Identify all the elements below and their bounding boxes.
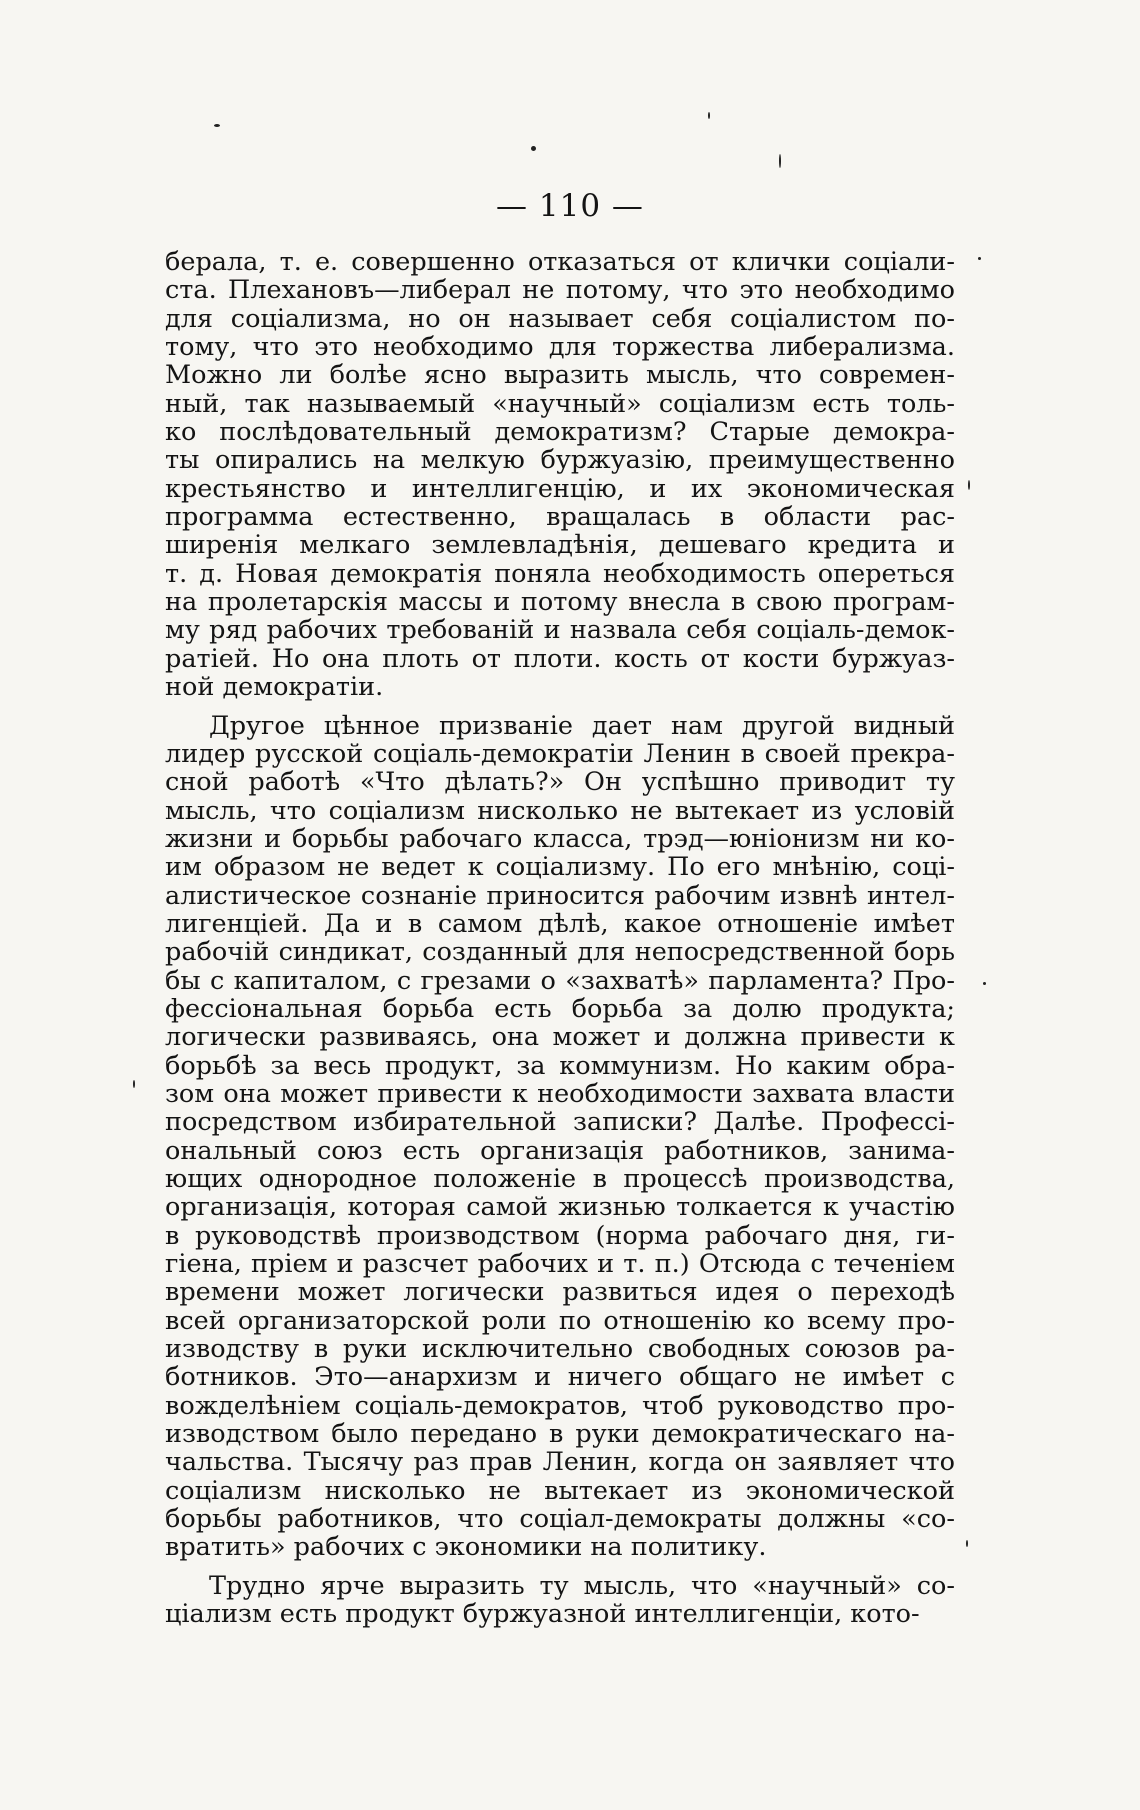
paragraph (165, 712, 955, 1562)
text-line: гіена, пріем и разсчет рабочих и т. п.) Отсюда с теченіем (165, 1250, 955, 1279)
text-line: вожделѣніем соціаль-демократов, чтоб руководство про- (165, 1391, 955, 1421)
text-line: мысль, что соціализм нисколько не вытекает из условій (165, 796, 955, 825)
text-line: бы с капиталом, с грезами о «захватѣ» парламента? Про- (165, 966, 955, 995)
paragraph (165, 248, 955, 702)
text-line: программа естественно, вращалась в области рас- (165, 503, 955, 532)
text-line: времени может логически развиться идея о переходѣ (165, 1278, 955, 1307)
text-line: им образом не ведет к соціализму. По его мнѣнію, соці- (165, 853, 955, 882)
text-line: жизни и борьбы рабочаго класса, трэд—юніонизм ни ко- (165, 824, 955, 854)
text-line: ющих однородное положеніе в процессѣ производства, (165, 1165, 955, 1194)
text-line: изводством было передано в руки демократическаго на- (165, 1420, 955, 1449)
text-line: сной работѣ «Что дѣлать?» Он успѣшно приводит ту (165, 768, 955, 797)
text-line: фессіональная борьба есть борьба за долю продукта; (165, 994, 955, 1024)
text-line: борьбы работников, что соціал-демократы должны «со- (165, 1505, 955, 1534)
paragraph-gap (165, 702, 955, 712)
text-line: ты опирались на мелкую буржуазію, преимущественно (165, 446, 955, 475)
text-line: для соціализма, но он называет себя соціалистом по- (165, 304, 955, 334)
paragraph (165, 1572, 955, 1629)
text-line: на пролетарскія массы и потому внесла в свою програм- (165, 588, 955, 617)
book-text (165, 248, 955, 1629)
text-line: изводству в руки исключительно свободных союзов ра- (165, 1335, 955, 1364)
text-line: му ряд рабочих требованій и назвала себя соціаль-демок- (165, 616, 955, 645)
text-line: ширенія мелкаго землевладѣнія, дешеваго кредита и (165, 531, 955, 560)
text-line: ный, так называемый «научный» соціализм есть толь- (165, 389, 955, 419)
text-line: лидер русской соціаль-демократіи Ленин в своей прекра- (165, 739, 955, 769)
text-line: Можно ли болѣе ясно выразить мысль, что современ- (165, 361, 955, 390)
text-line: вратить» рабочих с экономики на политику. (165, 1533, 767, 1562)
text-line: в руководствѣ производством (норма рабочаго дня, ги- (165, 1221, 955, 1251)
text-line: ботников. Это—анархизм и ничего общаго не имѣет с (165, 1363, 955, 1392)
text-line: борьбѣ за весь продукт, за коммунизм. Но каким обра- (165, 1051, 955, 1080)
text-line: берала, т. е. совершенно отказаться от клички соціали- (165, 248, 955, 277)
text-line: логически развиваясь, она может и должна привести к (165, 1023, 955, 1052)
paragraph-gap (165, 1562, 955, 1572)
text-line: алистическое сознаніе приносится рабочим извнѣ интел- (165, 881, 955, 910)
text-line: ональный союз есть организація работников, занима- (165, 1136, 955, 1165)
text-line: всей организаторской роли по отношенію ко всему про- (165, 1306, 955, 1336)
page-number: — 110 — (496, 188, 644, 224)
text-line: ной демократіи. (165, 673, 384, 702)
text-line: Трудно ярче выразить ту мысль, что «научный» со- (209, 1571, 955, 1601)
text-line: ратіей. Но она плоть от плоти. кость от кости буржуаз- (165, 644, 955, 674)
text-line: зом она может привести к необходимости захвата власти (165, 1079, 955, 1109)
text-line: соціализм нисколько не вытекает из экономической (165, 1476, 955, 1506)
text-line: крестьянство и интеллигенцію, и их экономическая (165, 474, 955, 504)
text-line: ста. Плехановъ—либерал не потому, что это необходимо (165, 276, 955, 305)
text-line: т. д. Новая демократія поняла необходимость опереться (165, 559, 955, 589)
text-line: рабочій синдикат, созданный для непосредственной борь (165, 938, 955, 967)
text-line: ціализм есть продукт буржуазной интеллигенціи, кото- (165, 1600, 920, 1629)
text-line: организація, которая самой жизнью толкается к участію (165, 1193, 955, 1222)
text-line: ко послѣдовательный демократизм? Старые демокра- (165, 418, 955, 447)
text-line: посредством избирательной записки? Далѣе. Профессі- (165, 1108, 955, 1137)
text-line: Другое цѣнное призваніе дает нам другой видный (209, 711, 955, 740)
text-line: лигенціей. Да и в самом дѣлѣ, какое отношеніе имѣет (165, 909, 955, 939)
text-line: тому, что это необходимо для торжества либерализма. (165, 333, 955, 362)
text-line: чальства. Тысячу раз прав Ленин, когда он заявляет что (165, 1448, 955, 1477)
